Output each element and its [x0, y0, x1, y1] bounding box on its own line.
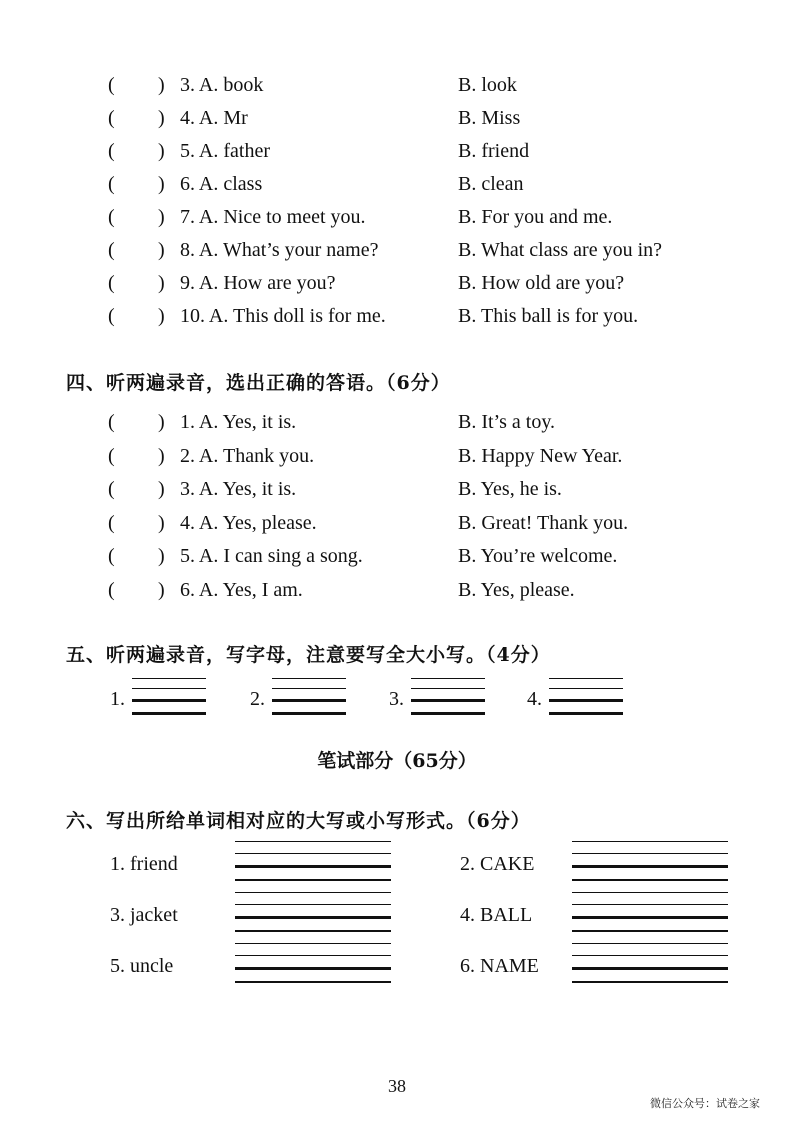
question-number: 4.: [180, 107, 195, 129]
letter-writing-item: [110, 678, 210, 718]
question-number: 9.: [180, 272, 195, 294]
answer-blank-open[interactable]: (: [108, 444, 115, 467]
question-row: [0, 474, 794, 504]
option-a-text: A. class: [198, 173, 263, 195]
option-a: [180, 575, 303, 605]
answer-blank-open[interactable]: (: [108, 578, 115, 601]
option-a: [180, 301, 386, 331]
option-b: B. How old are you?: [458, 272, 625, 294]
option-a: [180, 202, 366, 232]
option-b: B. You’re welcome.: [458, 545, 618, 567]
answer-blank-close: ): [158, 444, 165, 467]
answer-blank-close: ): [158, 206, 165, 228]
word-label: 3. jacket: [110, 904, 178, 926]
watermark: 微信公众号：试卷之家: [650, 1097, 760, 1110]
option-a-text: A. Yes, I am.: [198, 578, 303, 601]
question-row: [0, 103, 794, 133]
answer-blank-open[interactable]: (: [108, 272, 115, 294]
four-line-grid[interactable]: [235, 892, 391, 940]
option-a: [180, 541, 363, 571]
answer-blank-close: ): [158, 173, 165, 195]
option-a-text: A. Nice to meet you.: [198, 206, 366, 228]
letter-writing-item: [527, 678, 627, 718]
option-a: [180, 136, 270, 166]
option-a-text: A. Mr: [198, 107, 248, 129]
question-row: [0, 235, 794, 265]
option-a-text: A. What’s your name?: [198, 239, 379, 261]
question-row: [0, 441, 794, 471]
word-label: 2. CAKE: [460, 853, 535, 875]
answer-blank-close: ): [158, 478, 165, 500]
question-number: 5.: [180, 545, 195, 567]
page-number: 38: [388, 1076, 406, 1096]
option-b: B. It’s a toy.: [458, 411, 556, 433]
section-4-heading: 四、听两遍录音，选出正确的答语。（6分）: [66, 372, 451, 394]
option-b: B. What class are you in?: [458, 239, 663, 261]
question-row: [0, 136, 794, 166]
option-a-text: A. How are you?: [198, 272, 336, 294]
four-line-grid[interactable]: [549, 678, 623, 716]
four-line-grid[interactable]: [272, 678, 346, 716]
four-line-grid[interactable]: [132, 678, 206, 716]
option-a: [180, 508, 317, 538]
word-label: 1. friend: [110, 853, 178, 875]
question-number: 8.: [180, 239, 195, 261]
option-a: [180, 103, 248, 133]
option-b: B. Yes, he is.: [458, 478, 562, 500]
option-a: [180, 169, 262, 199]
answer-blank-close: ): [158, 239, 165, 261]
question-row: [0, 301, 794, 331]
option-b: B. clean: [458, 173, 524, 195]
option-b: B. friend: [458, 140, 530, 162]
item-number: 3.: [389, 688, 404, 710]
option-a-text: A. I can sing a song.: [198, 545, 363, 567]
question-number: 1.: [180, 411, 195, 433]
question-row: [0, 70, 794, 100]
option-a: [180, 441, 314, 471]
option-a: [180, 474, 296, 504]
question-number: 2.: [180, 444, 195, 467]
answer-blank-open[interactable]: (: [108, 545, 115, 567]
four-line-grid[interactable]: [572, 841, 728, 889]
word-label: 4. BALL: [460, 904, 533, 926]
question-number: 5.: [180, 140, 195, 162]
four-line-grid[interactable]: [572, 892, 728, 940]
answer-blank-close: ): [158, 74, 165, 96]
question-number: 6.: [180, 173, 195, 195]
item-number: 1.: [110, 688, 125, 710]
option-a-text: A. book: [198, 74, 264, 96]
four-line-grid[interactable]: [411, 678, 485, 716]
answer-blank-open[interactable]: (: [108, 411, 115, 433]
answer-blank-close: ): [158, 578, 165, 601]
option-a-text: A. Yes, please.: [198, 511, 317, 534]
answer-blank-close: ): [158, 305, 165, 327]
question-row: [0, 202, 794, 232]
answer-blank-open[interactable]: (: [108, 511, 115, 534]
question-number: 6.: [180, 578, 195, 601]
option-a: [180, 70, 263, 100]
option-b: B. Great! Thank you.: [458, 511, 629, 534]
question-number: 7.: [180, 206, 195, 228]
answer-blank-close: ): [158, 140, 165, 162]
option-b: B. Happy New Year.: [458, 444, 623, 467]
question-row: [0, 169, 794, 199]
option-a-text: A. Thank you.: [198, 444, 315, 467]
answer-blank-close: ): [158, 511, 165, 534]
option-b: B. This ball is for you.: [458, 305, 639, 327]
answer-blank-open[interactable]: (: [108, 173, 115, 195]
four-line-grid[interactable]: [572, 943, 728, 991]
section-5-heading: 五、听两遍录音，写字母，注意要写全大小写。（4分）: [66, 644, 551, 666]
option-a: [180, 268, 336, 298]
answer-blank-open[interactable]: (: [108, 107, 115, 129]
question-number: 4.: [180, 511, 195, 534]
question-row: [0, 541, 794, 571]
answer-blank-open[interactable]: (: [108, 140, 115, 162]
option-a-text: A. Yes, it is.: [198, 411, 297, 433]
four-line-grid[interactable]: [235, 943, 391, 991]
answer-blank-close: ): [158, 107, 165, 129]
question-number: 3.: [180, 478, 195, 500]
section-6-heading: 六、写出所给单词相对应的大写或小写形式。（6分）: [66, 810, 531, 832]
answer-blank-open[interactable]: (: [108, 478, 115, 500]
question-number: 10.: [180, 305, 205, 327]
answer-blank-open[interactable]: (: [108, 239, 115, 261]
option-a-text: A. Yes, it is.: [198, 478, 297, 500]
four-line-grid[interactable]: [235, 841, 391, 889]
word-label: 6. NAME: [460, 955, 539, 977]
word-label: 5. uncle: [110, 955, 174, 977]
option-b: B. Miss: [458, 107, 521, 129]
question-row: [0, 575, 794, 605]
option-a-text: A. father: [198, 140, 270, 162]
answer-blank-close: ): [158, 411, 165, 433]
option-a-text: A. This doll is for me.: [208, 305, 386, 327]
letter-writing-item: [250, 678, 350, 718]
question-number: 3.: [180, 74, 195, 96]
option-b: B. For you and me.: [458, 206, 613, 228]
answer-blank-open[interactable]: (: [108, 206, 115, 228]
question-row: [0, 268, 794, 298]
answer-blank-open[interactable]: (: [108, 305, 115, 327]
option-b: B. look: [458, 74, 517, 96]
answer-blank-close: ): [158, 545, 165, 567]
item-number: 4.: [527, 688, 542, 710]
question-row: [0, 407, 794, 437]
answer-blank-close: ): [158, 272, 165, 294]
answer-blank-open[interactable]: (: [108, 74, 115, 96]
option-a: [180, 407, 296, 437]
question-row: [0, 508, 794, 538]
item-number: 2.: [250, 688, 265, 710]
option-a: [180, 235, 379, 265]
option-b: B. Yes, please.: [458, 578, 575, 601]
written-part-heading: 笔试部分（65分）: [317, 750, 477, 772]
letter-writing-item: [389, 678, 489, 718]
